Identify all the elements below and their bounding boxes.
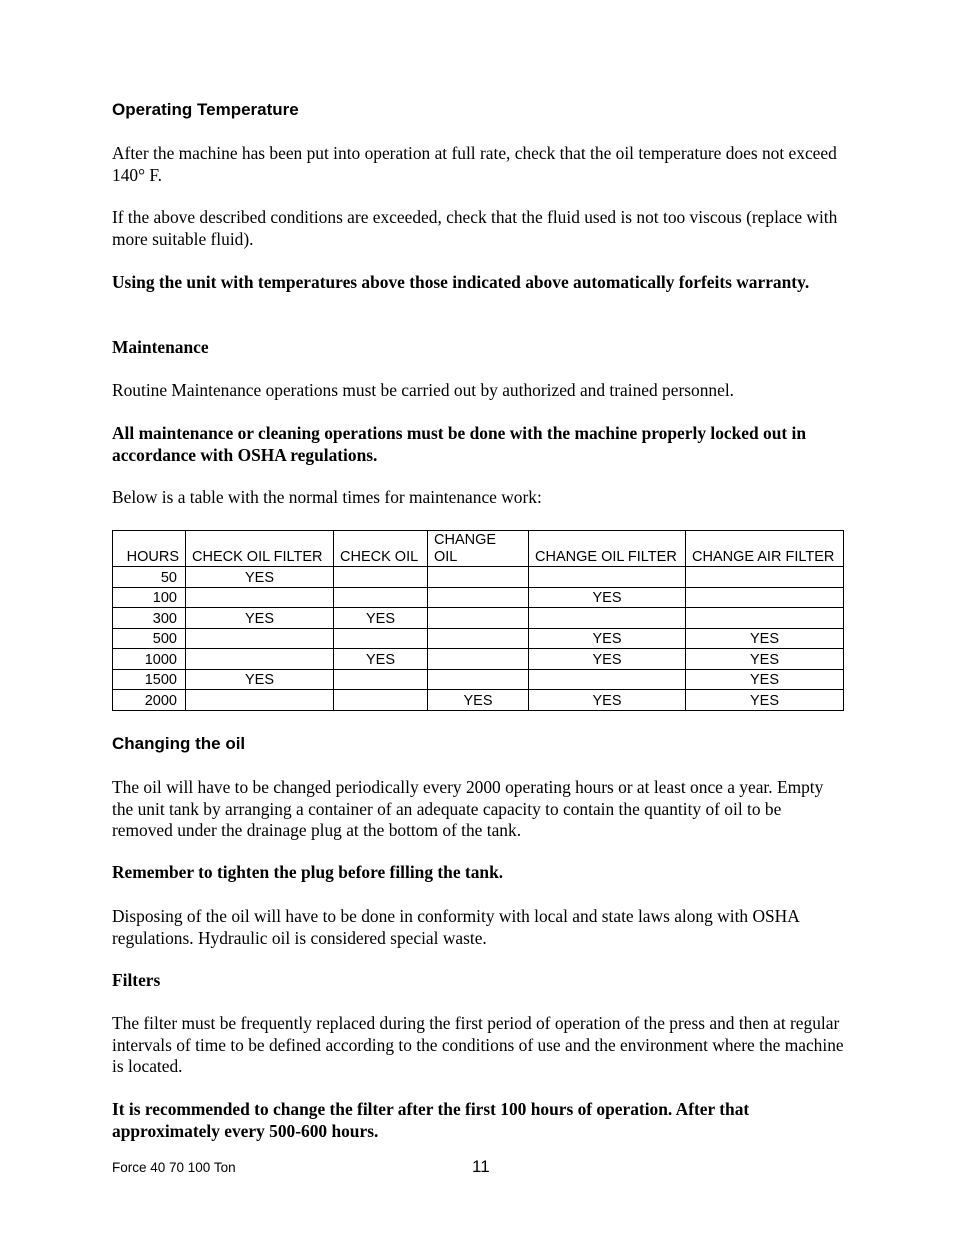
table-cell-hours: 1500: [113, 669, 186, 690]
table-row: [113, 587, 844, 608]
table-header-cell: CHANGE OIL FILTER: [529, 531, 686, 567]
table-cell: YES: [334, 649, 428, 670]
heading-changing-oil: Changing the oil: [112, 734, 246, 753]
table-cell-hours: 100: [113, 587, 186, 608]
table-row: [113, 690, 844, 711]
table-cell: [186, 649, 334, 670]
table-cell: [428, 649, 529, 670]
footer-model: Force 40 70 100 Ton: [112, 1160, 236, 1175]
table-cell: YES: [186, 567, 334, 588]
table-cell: [334, 669, 428, 690]
table-cell: [529, 567, 686, 588]
table-cell: [428, 608, 529, 629]
table-cell: YES: [686, 628, 844, 649]
table-cell: [428, 669, 529, 690]
table-cell: [428, 628, 529, 649]
table-cell: YES: [428, 690, 529, 711]
warning-lockout: All maintenance or cleaning operations must be done with the machine properly locked out in accordance with OSHA regulations.: [112, 423, 807, 465]
table-cell: [686, 567, 844, 588]
table-cell: YES: [686, 690, 844, 711]
table-cell-hours: 2000: [113, 690, 186, 711]
paragraph-routine-maintenance: Routine Maintenance operations must be carried out by authorized and trained personnel.: [112, 380, 734, 400]
heading-operating-temperature: Operating Temperature: [112, 100, 299, 119]
table-cell: YES: [686, 669, 844, 690]
table-cell: [186, 690, 334, 711]
table-cell: [186, 628, 334, 649]
table-cell: [529, 608, 686, 629]
table-cell-hours: 500: [113, 628, 186, 649]
table-cell: [186, 587, 334, 608]
warning-warranty: Using the unit with temperatures above those indicated above automatically forfeits warranty.: [112, 272, 810, 292]
table-cell: [334, 690, 428, 711]
paragraph-oil-temperature: After the machine has been put into operation at full rate, check that the oil temperature does not exceed 140° F.: [112, 143, 837, 185]
table-header-cell: CHANGE AIR FILTER: [686, 531, 844, 567]
table-header-row: [113, 531, 844, 567]
table-cell: YES: [186, 669, 334, 690]
table-row: [113, 567, 844, 588]
table-cell: [334, 628, 428, 649]
table-cell: YES: [529, 690, 686, 711]
table-row: [113, 669, 844, 690]
page-number: 11: [472, 1157, 490, 1176]
maintenance-table: [112, 530, 844, 711]
table-cell-hours: 1000: [113, 649, 186, 670]
table-cell: [529, 669, 686, 690]
warning-filter-schedule: It is recommended to change the filter after the first 100 hours of operation. After that approximately every 500-600 hours.: [112, 1099, 750, 1141]
heading-filters: Filters: [112, 970, 161, 990]
table-header-cell: HOURS: [113, 531, 186, 567]
table-cell: [686, 587, 844, 608]
table-row: [113, 628, 844, 649]
warning-tighten-plug: Remember to tighten the plug before filling the tank.: [112, 862, 504, 882]
table-header-cell: CHECK OIL FILTER: [186, 531, 334, 567]
table-cell: YES: [529, 649, 686, 670]
paragraph-fluid-viscosity: If the above described conditions are exceeded, check that the fluid used is not too viscous (replace with more suitable fluid).: [112, 207, 838, 249]
table-row: [113, 608, 844, 629]
table-row: [113, 649, 844, 670]
table-cell: [428, 587, 529, 608]
paragraph-oil-change-interval: The oil will have to be changed periodically every 2000 operating hours or at least once a year. Empty the unit tank by arranging a container of an adequate capacity to contain the quantity of oil to be removed under the drainage plug at the bottom of the tank.: [112, 777, 824, 840]
paragraph-table-intro: Below is a table with the normal times for maintenance work:: [112, 487, 542, 507]
table-cell: YES: [186, 608, 334, 629]
heading-maintenance: Maintenance: [112, 337, 209, 357]
table-cell: YES: [334, 608, 428, 629]
table-cell-hours: 50: [113, 567, 186, 588]
table-cell: YES: [686, 649, 844, 670]
table-cell: YES: [529, 628, 686, 649]
table-cell: YES: [529, 587, 686, 608]
paragraph-oil-disposal: Disposing of the oil will have to be done in conformity with local and state laws along with OSHA regulations. Hydraulic oil is considered special waste.: [112, 906, 799, 948]
table-cell: [686, 608, 844, 629]
table-cell: [428, 567, 529, 588]
table-header-cell: CHECK OIL: [334, 531, 428, 567]
table-cell: [334, 587, 428, 608]
table-cell: [334, 567, 428, 588]
table-header-cell: CHANGE OIL: [428, 531, 529, 567]
table-cell-hours: 300: [113, 608, 186, 629]
paragraph-filter-replacement: The filter must be frequently replaced during the first period of operation of the press and then at regular intervals of time to be defined according to the conditions of use and the environment where the machine is located.: [112, 1013, 844, 1076]
